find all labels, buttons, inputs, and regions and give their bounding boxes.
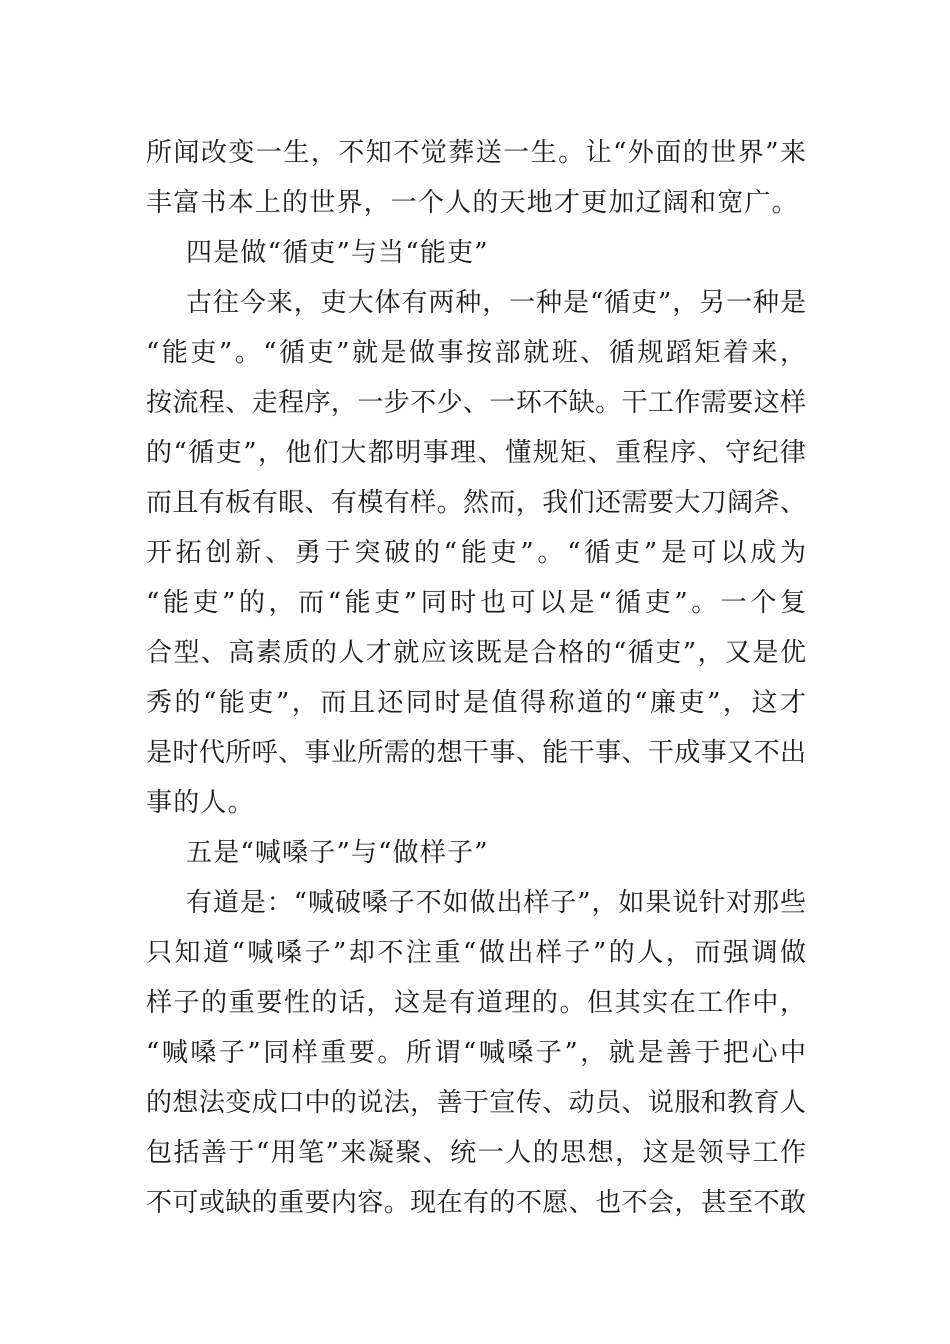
section-heading-4: 四是做“循吏”与当“能吏” (186, 238, 489, 268)
text-line-16: 有道是：“喊破嗓子不如做出样子”，如果说针对那些 (186, 888, 806, 918)
text-line-21: 包括善于“用笔”来凝聚、统一人的思想，这是领导工作 (146, 1138, 806, 1168)
text-line-10: “能吏”的，而“能吏”同时也可以是“循吏”。一个复 (146, 588, 806, 618)
section-heading-5: 五是“喊嗓子”与“做样子” (186, 838, 489, 868)
text-line-9: 开拓创新、勇于突破的“能吏”。“循吏”是可以成为 (146, 538, 806, 568)
text-line-4: 古往今来，吏大体有两种，一种是“循吏”，另一种是 (186, 288, 806, 318)
text-line-6: 按流程、走程序，一步不少、一环不缺。干工作需要这样 (146, 388, 806, 418)
text-line-22: 不可或缺的重要内容。现在有的不愿、也不会，甚至不敢 (146, 1188, 806, 1218)
text-line-14: 事的人。 (146, 788, 255, 818)
text-line-20: 的想法变成口中的说法，善于宣传、动员、说服和教育人 (146, 1088, 806, 1118)
text-line-7: 的“循吏”，他们大都明事理、懂规矩、重程序、守纪律 (146, 438, 806, 468)
text-line-18: 样子的重要性的话，这是有道理的。但其实在工作中， (146, 988, 806, 1018)
body-text (146, 128, 806, 1228)
text-line-13: 是时代所呼、事业所需的想干事、能干事、干成事又不出 (146, 738, 806, 768)
text-line-11: 合型、高素质的人才就应该既是合格的“循吏”，又是优 (146, 638, 806, 668)
text-line-19: “喊嗓子”同样重要。所谓“喊嗓子”，就是善于把心中 (146, 1038, 806, 1068)
text-line-17: 只知道“喊嗓子”却不注重“做出样子”的人，而强调做 (146, 938, 806, 968)
text-line-5: “能吏”。“循吏”就是做事按部就班、循规蹈矩着来， (146, 338, 806, 368)
text-line-12: 秀的“能吏”，而且还同时是值得称道的“廉吏”，这才 (146, 688, 806, 718)
text-line-8: 而且有板有眼、有模有样。然而，我们还需要大刀阔斧、 (146, 488, 806, 518)
text-line-2: 丰富书本上的世界，一个人的天地才更加辽阔和宽广。 (146, 188, 799, 218)
text-line-1: 所闻改变一生，不知不觉葬送一生。让“外面的世界”来 (146, 138, 806, 168)
